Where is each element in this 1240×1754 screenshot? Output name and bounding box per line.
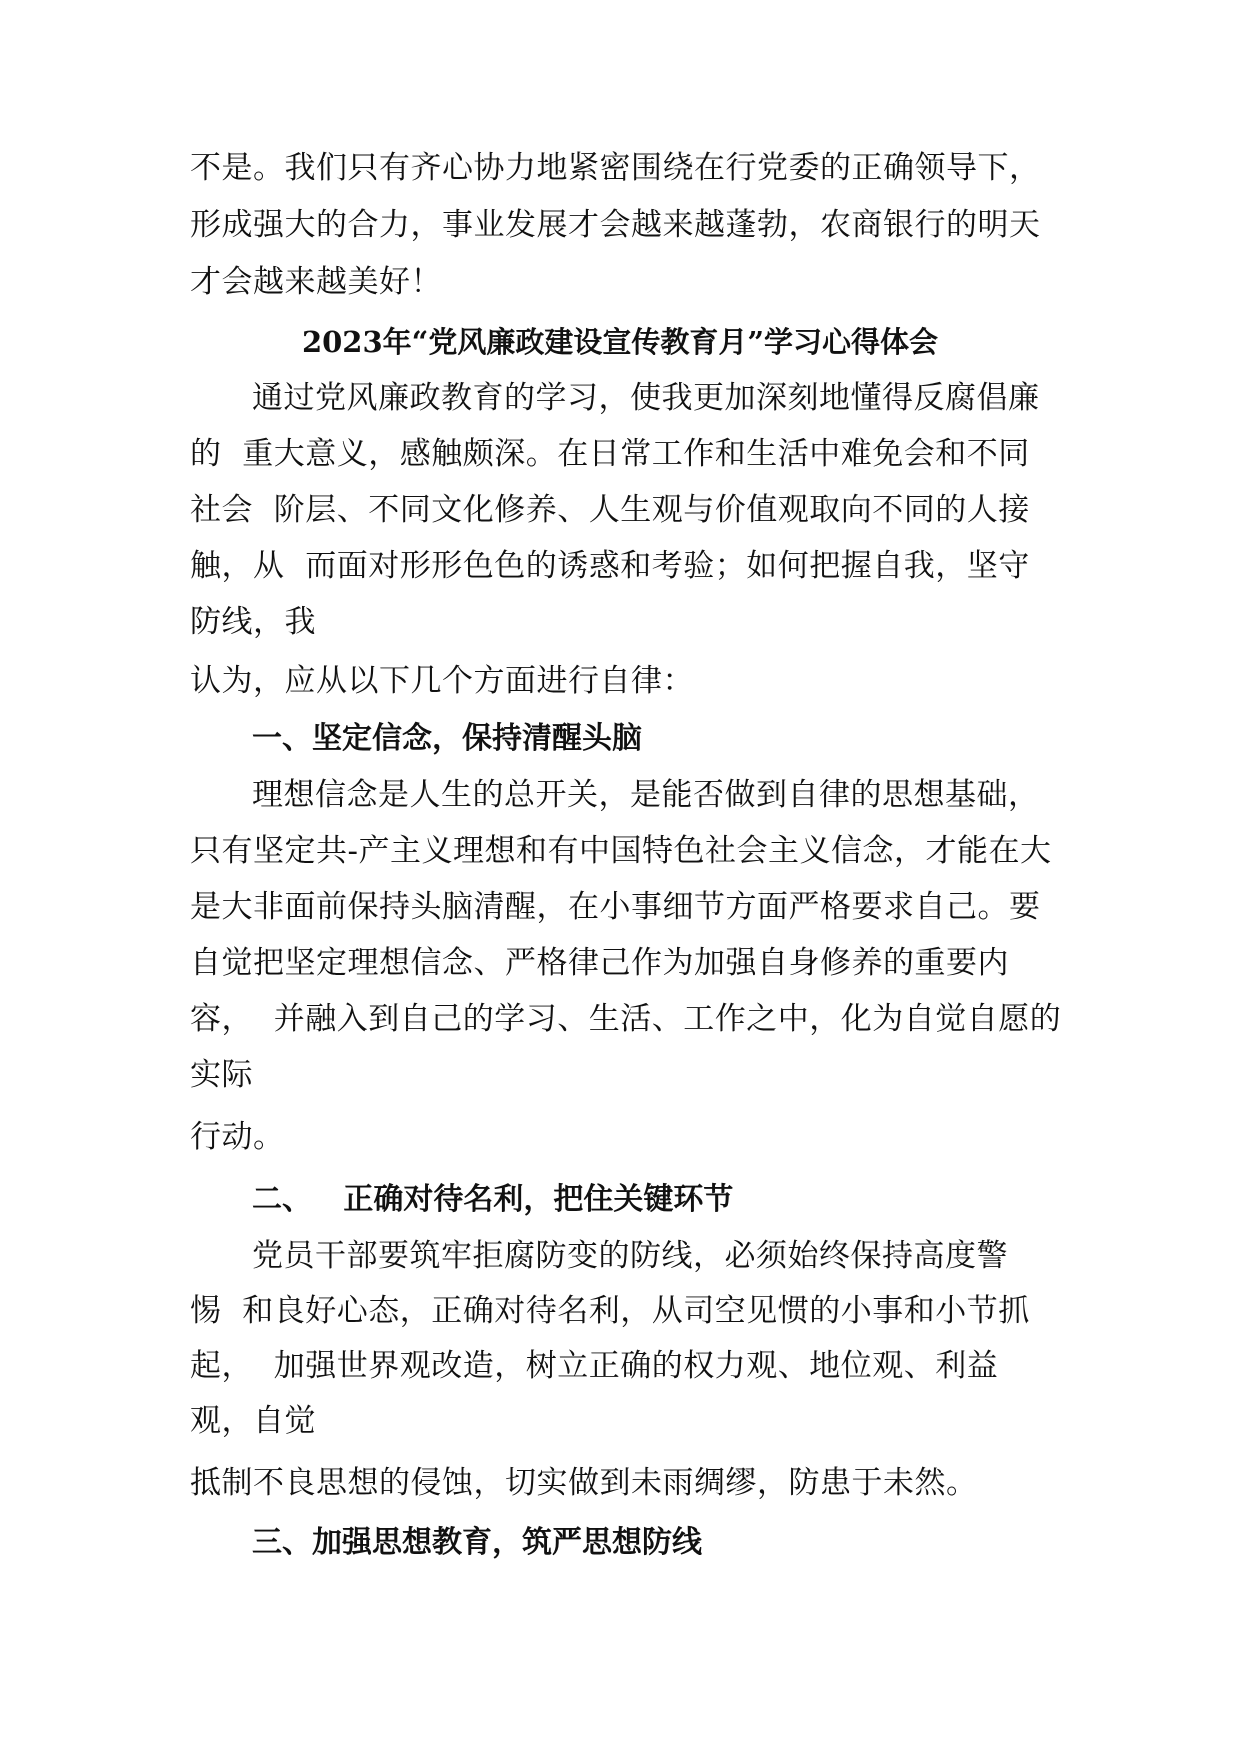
section-1-line-3: 是大非面前保持头脑清醒，在小事细节方面严格要求自己。要	[190, 889, 1041, 925]
section-1-line-4: 自觉把坚定理想信念、严格律己作为加强自身修养的重要内	[190, 945, 1009, 981]
section-2-line-2: 惕 和良好心态，正确对待名利，从司空见惯的小事和小节抓	[190, 1293, 1030, 1329]
section-1-line-5: 容， 并融入到自己的学习、生活、工作之中，化为自觉自愿的	[190, 1001, 1062, 1037]
section-1-line-2: 只有坚定共-产主义理想和有中国特色社会主义信念，才能在大	[190, 833, 1052, 869]
section-3-heading: 三、加强思想教育，筑严思想防线	[252, 1525, 702, 1560]
intro-line-3: 社会 阶层、不同文化修养、人生观与价值观取向不同的人接	[190, 492, 1030, 528]
document-title: 2023年“党风廉政建设宣传教育月”学习心得体会	[301, 325, 939, 359]
section-1-line-6: 实际	[190, 1057, 253, 1093]
section-2-line-4: 观，自觉	[190, 1403, 316, 1439]
section-2-line-1: 党员干部要筑牢拒腐防变的防线，必须始终保持高度警	[252, 1238, 1008, 1274]
section-2-line-3: 起， 加强世界观改造，树立正确的权力观、地位观、利益	[190, 1348, 999, 1384]
intro-line-5: 防线，我	[190, 604, 316, 640]
section-2-line-5: 抵制不良思想的侵蚀，切实做到未雨绸缪，防患于未然。	[190, 1465, 978, 1501]
intro-line-1: 通过党风廉政教育的学习，使我更加深刻地懂得反腐倡廉	[252, 380, 1040, 416]
continuation-line-2: 形成强大的合力，事业发展才会越来越蓬勃，农商银行的明天	[190, 207, 1041, 243]
section-1-line-7: 行动。	[190, 1119, 285, 1155]
intro-line-6: 认为，应从以下几个方面进行自律：	[190, 663, 694, 699]
intro-line-2: 的 重大意义，感触颇深。在日常工作和生活中难免会和不同	[190, 436, 1030, 472]
intro-line-4: 触，从 而面对形形色色的诱惑和考验；如何把握自我，坚守	[190, 548, 1030, 584]
continuation-line-1: 不是。我们只有齐心协力地紧密围绕在行党委的正确领导下，	[190, 150, 1041, 186]
section-2-heading: 二、 正确对待名利，把住关键环节	[252, 1182, 734, 1217]
section-1-heading: 一、坚定信念，保持清醒头脑	[252, 721, 642, 756]
section-1-line-1: 理想信念是人生的总开关，是能否做到自律的思想基础，	[252, 777, 1040, 813]
continuation-line-3: 才会越来越美好！	[190, 264, 442, 300]
